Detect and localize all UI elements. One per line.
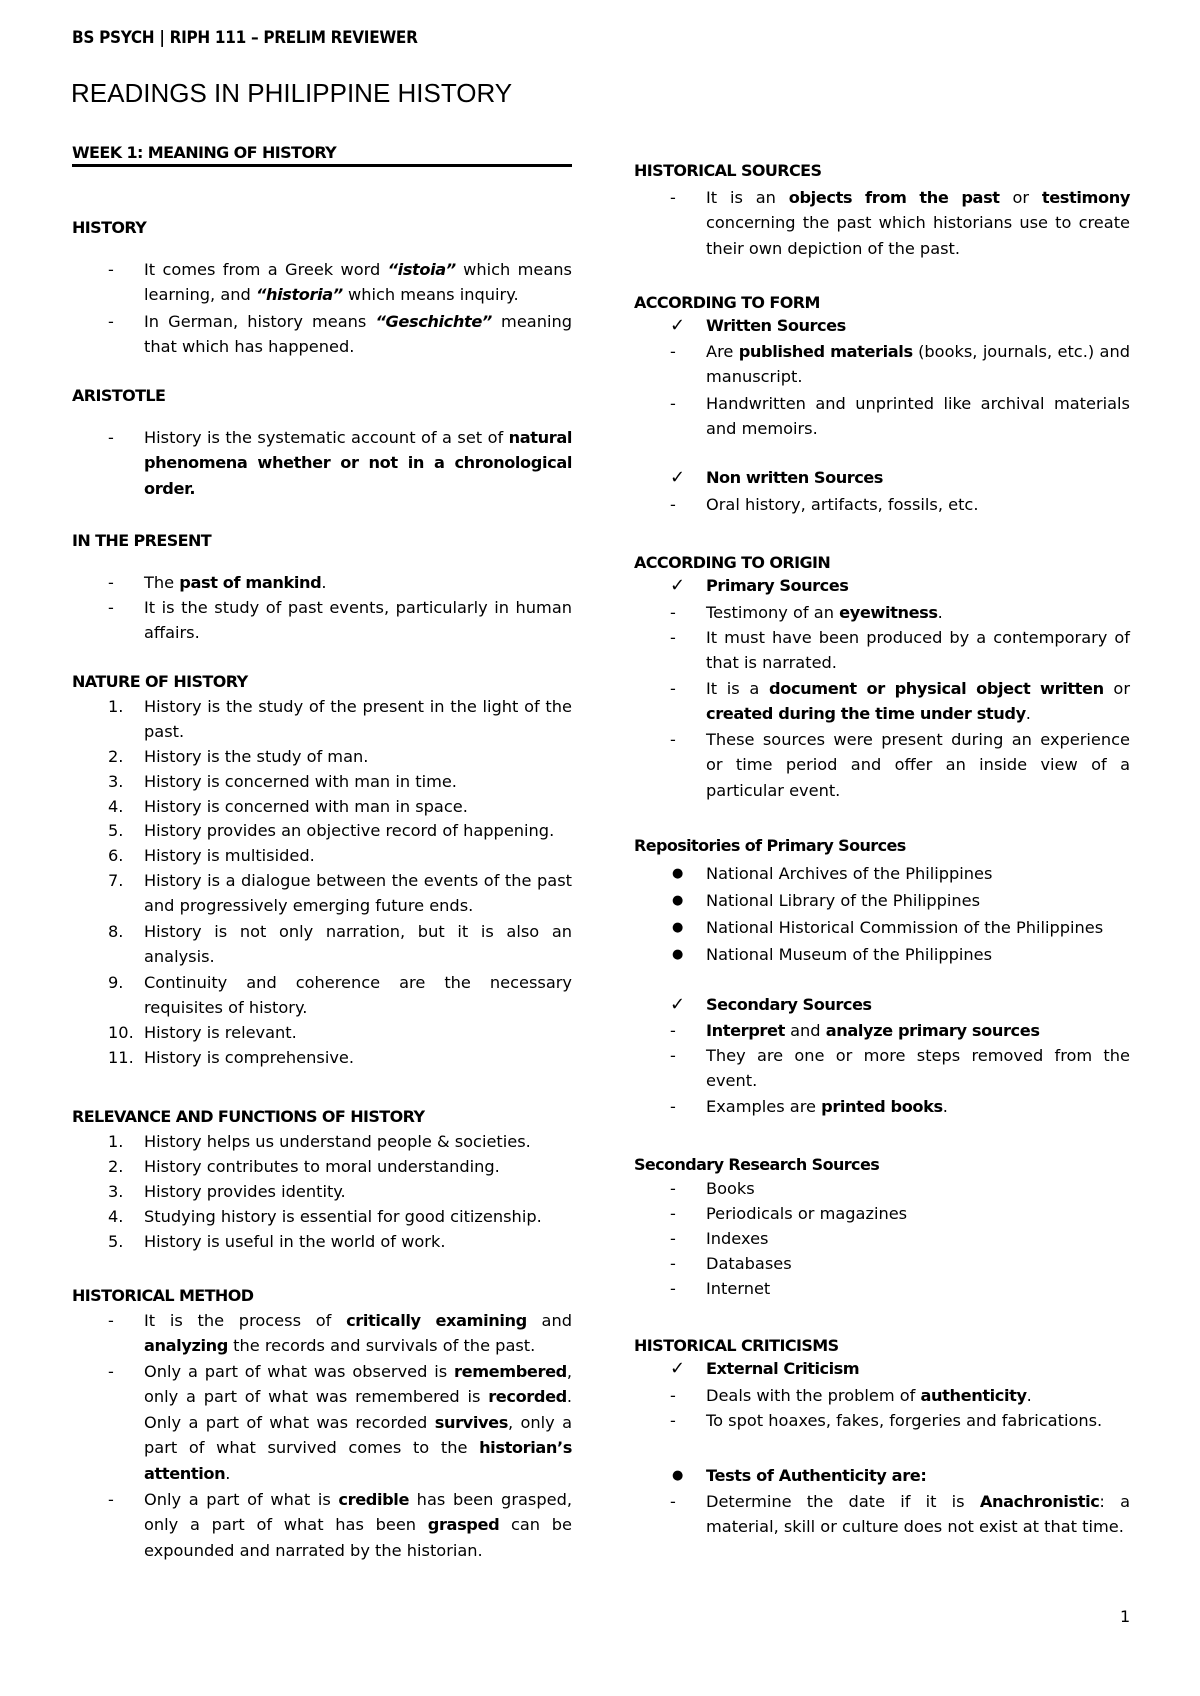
list-item-text: History is the study of the present in the light of the past. [144,697,572,742]
aristotle-item-1: History is the systematic account of a set of natural phenomena whether or not in a chronological order. [144,428,572,498]
nature-heading: NATURE OF HISTORY [72,672,248,691]
history-item-1: It comes from a Greek word “istoia” which means learning, and “historia” which means inquiry. [144,260,572,305]
list-item-text: History provides identity. [144,1182,346,1201]
list-item-text: History is comprehensive. [144,1048,355,1067]
list-number: 1. [108,697,124,716]
page-header: BS PSYCH | RIPH 111 – PRELIM REVIEWER [72,28,418,48]
list-item-text: Books [706,1179,755,1198]
tests-label: Tests of Authenticity are: [706,1466,927,1485]
dash-marker: - [670,603,676,622]
check-icon: ✓ [670,994,686,1015]
list-number: 3. [108,1182,124,1201]
list-number: 5. [108,821,124,840]
check-icon: ✓ [670,1358,686,1379]
dash-marker: - [670,1204,676,1223]
bullet-icon: ● [672,893,684,908]
list-item-text: History is multisided. [144,846,315,865]
dash-marker: - [670,342,676,361]
check-icon: ✓ [670,315,686,336]
dash-marker: - [670,1386,676,1405]
page-title: READINGS IN PHILIPPINE HISTORY [71,78,513,108]
list-number: 2. [108,747,124,766]
list-item-text: History is relevant. [144,1023,297,1042]
dash-marker: - [108,573,114,592]
history-item-2: In German, history means “Geschichte” meaning that which has happened. [144,312,572,357]
primary-item-3: It is a document or physical object written or created during the time under study. [706,679,1130,724]
dash-marker: - [670,1021,676,1040]
primary-item-4: These sources were present during an experience or time period and offer an inside view of a particular event. [706,730,1130,800]
list-item-text: Studying history is essential for good citizenship. [144,1207,542,1226]
secondary-item-3: Examples are printed books. [706,1097,948,1116]
dash-marker: - [670,1097,676,1116]
primary-item-2: It must have been produced by a contemporary of that is narrated. [706,628,1130,673]
dash-marker: - [108,1362,114,1381]
dash-marker: - [670,1411,676,1430]
sources-item-1: It is an objects from the past or testimony concerning the past which historians use to create their own depiction of the past. [706,188,1130,258]
sources-heading: HISTORICAL SOURCES [634,161,822,180]
history-heading: HISTORY [72,218,147,237]
research-heading: Secondary Research Sources [634,1155,880,1174]
origin-heading: ACCORDING TO ORIGIN [634,553,831,572]
aristotle-heading: ARISTOTLE [72,386,166,405]
bullet-icon: ● [672,920,684,935]
list-item-text: History contributes to moral understanding. [144,1157,500,1176]
list-number: 5. [108,1232,124,1251]
method-item-3: Only a part of what is credible has been grasped, only a part of what has been grasped can be expounded and narrated by the historian. [144,1490,573,1560]
list-number: 4. [108,797,124,816]
list-item-text: Internet [706,1279,771,1298]
secondary-item-1: Interpret and analyze primary sources [706,1021,1040,1040]
list-number: 1. [108,1132,124,1151]
list-item-text: History is the study of man. [144,747,369,766]
present-item-2: It is the study of past events, particularly in human affairs. [144,598,572,643]
method-heading: HISTORICAL METHOD [72,1286,254,1305]
written-item-2: Handwritten and unprinted like archival materials and memoirs. [706,394,1130,439]
list-item-text: History is concerned with man in time. [144,772,457,791]
dash-marker: - [670,394,676,413]
list-item-text: Indexes [706,1229,769,1248]
dash-marker: - [670,188,676,207]
bullet-icon: ● [672,866,684,881]
dash-marker: - [670,628,676,647]
criticisms-heading: HISTORICAL CRITICISMS [634,1336,839,1355]
external-item-1: Deals with the problem of authenticity. [706,1386,1032,1405]
dash-marker: - [670,1046,676,1065]
check-icon: ✓ [670,467,686,488]
method-item-1: It is the process of critically examining and analyzing the records and survivals of the past. [144,1311,572,1356]
list-item-text: Databases [706,1254,792,1273]
written-sources-label: Written Sources [706,316,846,335]
tests-item-1: Determine the date if it is Anachronistic: a material, skill or culture does not exist at that time. [706,1492,1130,1537]
list-item-text: History is not only narration, but it is also an analysis. [144,922,572,967]
dash-marker: - [108,260,114,279]
dash-marker: - [670,1229,676,1248]
primary-item-1: Testimony of an eyewitness. [706,603,943,622]
list-item-text: History is a dialogue between the events of the past and progressively emerging future ends. [144,871,572,916]
present-item-1: The past of mankind. [144,573,327,592]
present-heading: IN THE PRESENT [72,531,212,550]
relevance-heading: RELEVANCE AND FUNCTIONS OF HISTORY [72,1107,425,1126]
list-item-text: Periodicals or magazines [706,1204,908,1223]
list-item-text: National Historical Commission of the Philippines [706,918,1104,937]
written-item-1: Are published materials (books, journals, etc.) and manuscript. [706,342,1130,387]
dash-marker: - [108,1311,114,1330]
repositories-heading: Repositories of Primary Sources [634,836,906,855]
primary-sources-label: Primary Sources [706,576,849,595]
nonwritten-item-1: Oral history, artifacts, fossils, etc. [706,495,979,514]
list-number: 2. [108,1157,124,1176]
secondary-sources-label: Secondary Sources [706,995,872,1014]
form-heading: ACCORDING TO FORM [634,293,820,312]
dash-marker: - [108,312,114,331]
dash-marker: - [670,1254,676,1273]
list-item-text: National Museum of the Philippines [706,945,993,964]
dash-marker: - [108,1490,114,1509]
dash-marker: - [670,1179,676,1198]
list-item-text: History is concerned with man in space. [144,797,468,816]
list-number: 9. [108,973,124,992]
dash-marker: - [670,730,676,749]
page-number: 1 [1120,1607,1131,1626]
dash-marker: - [670,1492,676,1511]
bullet-icon: ● [672,1468,684,1483]
method-item-2: Only a part of what was observed is remembered, only a part of what was remembered is recorded. Only a part of what was recorded survives, only a part of what survived comes to the historian’s attention. [144,1362,572,1483]
week-heading: WEEK 1: MEANING OF HISTORY [72,143,337,162]
list-item-text: Continuity and coherence are the necessary requisites of history. [144,973,572,1018]
external-criticism-label: External Criticism [706,1359,860,1378]
nonwritten-sources-label: Non written Sources [706,468,883,487]
week-heading-underline [72,164,572,167]
check-icon: ✓ [670,575,686,596]
list-number: 3. [108,772,124,791]
dash-marker: - [670,1279,676,1298]
list-item-text: History is useful in the world of work. [144,1232,446,1251]
list-item-text: National Library of the Philippines [706,891,981,910]
list-number: 10. [108,1023,134,1042]
bullet-icon: ● [672,947,684,962]
list-item-text: National Archives of the Philippines [706,864,993,883]
list-number: 7. [108,871,124,890]
dash-marker: - [108,428,114,447]
dash-marker: - [670,679,676,698]
dash-marker: - [670,495,676,514]
list-number: 11. [108,1048,134,1067]
list-number: 6. [108,846,124,865]
secondary-item-2: They are one or more steps removed from the event. [706,1046,1130,1091]
list-number: 4. [108,1207,124,1226]
list-item-text: History provides an objective record of happening. [144,821,555,840]
external-item-2: To spot hoaxes, fakes, forgeries and fabrications. [706,1411,1103,1430]
list-number: 8. [108,922,124,941]
dash-marker: - [108,598,114,617]
list-item-text: History helps us understand people & societies. [144,1132,531,1151]
